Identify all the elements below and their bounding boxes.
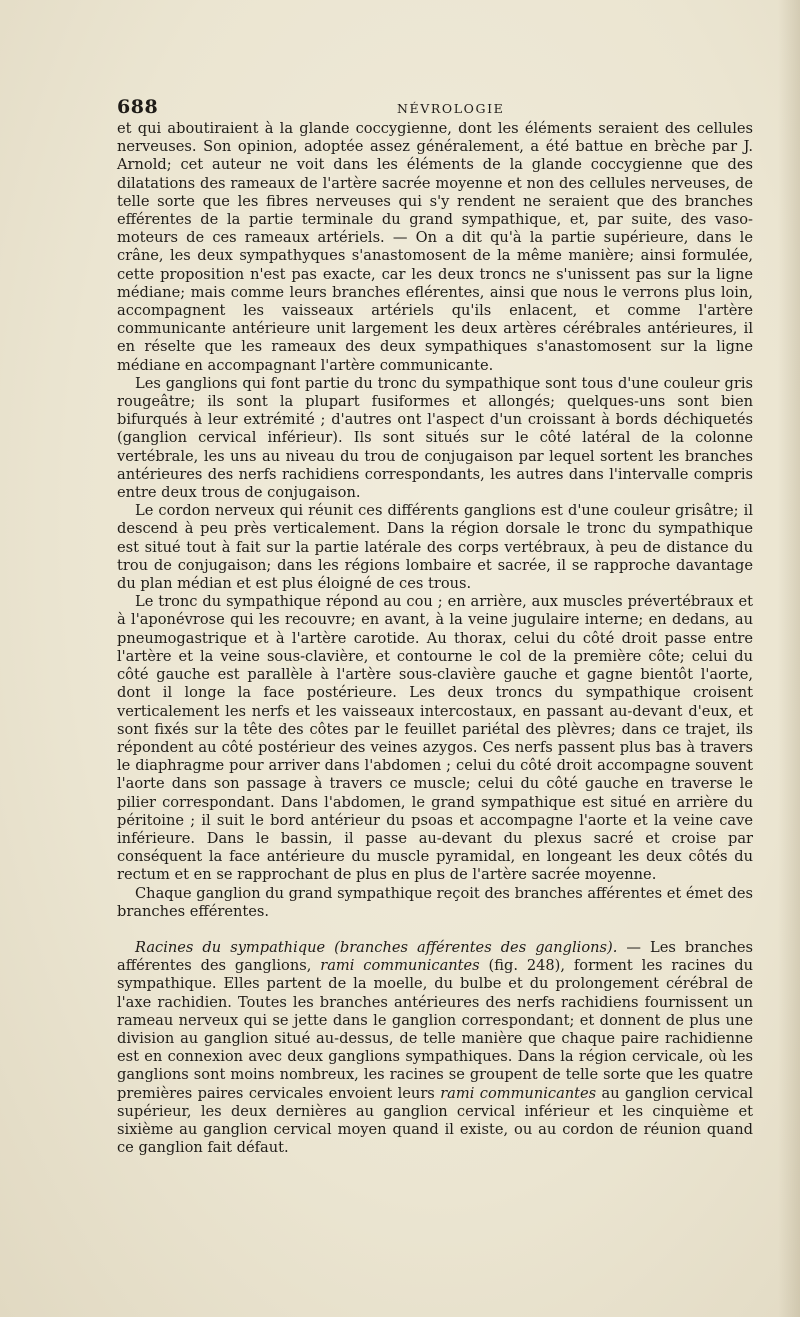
page-number: 688 (117, 96, 159, 118)
paragraph: Chaque ganglion du grand sympathique reçoit des branches afférentes et émet des branches efférentes. (117, 884, 753, 920)
latin-term: rami communicantes (320, 957, 480, 975)
paragraph: et qui aboutiraient à la glande coccygienne, dont les éléments seraient des cellules nerveuses. Son opinion, adoptée assez généralement, a été battue en brèche par J. Arnold; cet auteur ne voit dans les éléments de la glande coccygienne que des dilatations des rameaux de l'artère sacrée moyenne et non des cellules nerveuses, de telle sorte que les fibres nerveuses qui s'y rendent ne seraient que des branches efférentes de la partie terminale du grand sympathique, et, par suite, des vaso-moteurs de ces rameaux artériels. — On a dit qu'à la partie supérieure, dans le crâne, les deux sympathyques s'anastomosent de la même manière; ainsi formulée, cette proposition n'est pas exacte, car les deux troncs ne s'unissent pas sur la ligne médiane; mais comme leurs branches eflérentes, ainsi que nous le verrons plus loin, accompagnent les vaisseaux artériels qu'ils enlacent, et comme l'artère communicante antérieure unit largement les deux artères cérébrales antérieures, il en réselte que les rameaux des deux sympathiques s'anastomosent sur la ligne médiane en accompagnant l'artère communicante. (117, 120, 753, 374)
paragraph: Les ganglions qui font partie du tronc du sympathique sont tous d'une couleur gris rougeâtre; ils sont la plupart fusiformes et allongés; quelques-uns sont bien bifurqués à leur extrémité ; d'autres ont l'aspect d'un croissant à bords déchiquetés (ganglion cervical inférieur). Ils sont situés sur le côté latéral de la colonne vertébrale, les uns au niveau du trou de conjugaison par lequel sortent les branches antérieures des nerfs rachidiens correspondants, les autres dans l'intervalle compris entre deux trous de conjugaison. (117, 374, 753, 502)
paragraph-text: (fig. 248), forment les racines du sympathique. Elles partent de la moelle, du bulbe et du prolongement cérébral de l'axe rachidien. Toutes les branches antérieures des nerfs rachidiens fournissent un rameau nerveux qui se jette dans le ganglion correspondant; et donnent de plus une division au ganglion situé au-dessus, de telle manière que chaque paire rachidienne est en connexion avec deux ganglions sympathiques. Dans la région cervicale, où les ganglions sont moins nombreux, les racines se groupent de telle sorte que les quatre premières paires cervicales envoient leurs (117, 957, 753, 1102)
running-title: NÉVROLOGIE (397, 101, 505, 116)
paragraph-text: au ganglion cervical supérieur, les deux dernières au ganglion cervical inférieur et les cinquième et sixième au ganglion cervical moyen quand il existe, ou au cordon de réunion quand ce ganglion fait défaut. (117, 1084, 754, 1157)
paragraph: Le cordon nerveux qui réunit ces différents ganglions est d'une couleur grisâtre; il descend à peu près verticalement. Dans la région dorsale le tronc du sympathique est situé tout à fait sur la partie latérale des corps vertébraux, à peu de distance du trou de conjugaison; dans les régions lombaire et sacrée, il se rapproche davantage du plan médian et est plus éloigné de ces trous. (117, 502, 753, 593)
section-paragraph (117, 939, 753, 1157)
paragraph: Le tronc du sympathique répond au cou ; en arrière, aux muscles prévertébraux et à l'aponévrose qui les recouvre; en avant, à la veine jugulaire interne; en dedans, au pneumogastrique et à l'artère carotide. Au thorax, celui du côté droit passe entre l'artère et la veine sous-clavière, et contourne le col de la première côte; celui du côté gauche est parallèle à l'artère sous-clavière gauche et gagne bientôt l'aorte, dont il longe la face postérieure. Les deux troncs du sympathique croisent verticalement les nerfs et les vaisseaux intercostaux, en passant au-devant d'eux, et sont fixés sur la tête des côtes par le feuillet pariétal des plèvres; dans ce trajet, ils répondent au côté postérieur des veines azygos. Ces nerfs passent plus bas à travers le diaphragme pour arriver dans l'abdomen ; celui du côté droit accompagne souvent l'aorte dans son passage à travers ce muscle; celui du côté gauche en traverse le pilier correspondant. Dans l'abdomen, le grand sympathique est situé en arrière du péritoine ; il suit le bord antérieur du psoas et accompagne l'aorte et la veine cave inférieure. Dans le bassin, il passe au-devant du plexus sacré et croise par conséquent la face antérieure du muscle pyramidal, en longeant les deux côtés du rectum et en se rapprochant de plus en plus de l'artère sacrée moyenne. (117, 593, 753, 884)
body-text (117, 120, 753, 1157)
page-edge-shadow (778, 0, 800, 1317)
section-heading: Racines du sympathique (branches afférentes des ganglions). (135, 938, 618, 956)
latin-term: rami communicantes (440, 1084, 597, 1102)
paragraph-text: — Les branches afférentes des ganglions, (117, 938, 753, 975)
